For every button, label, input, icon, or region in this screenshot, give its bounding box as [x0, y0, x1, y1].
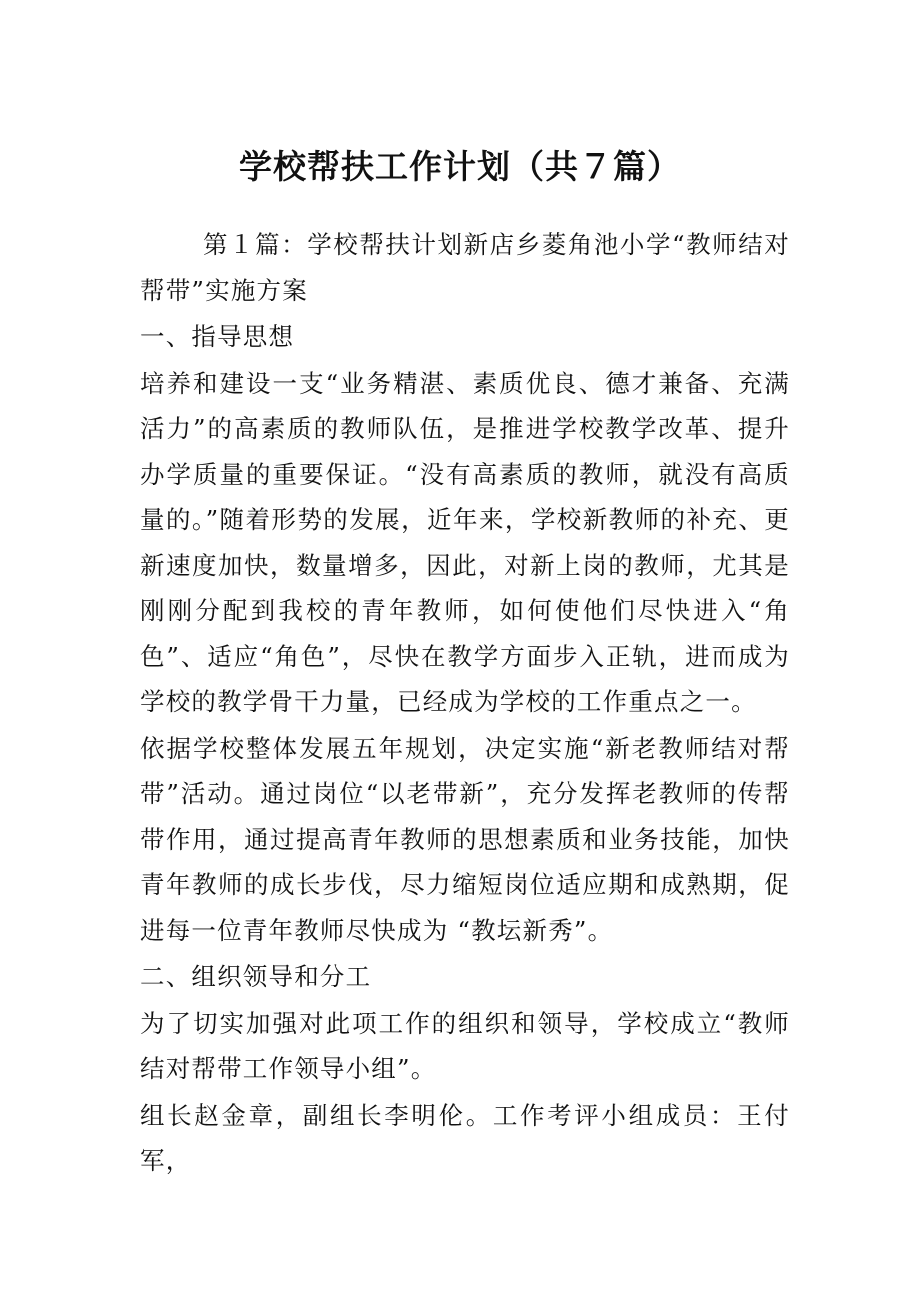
paragraph-organization-1: 为了切实加强对此项工作的组织和领导，学校成立“教师结对帮带工作领导小组”。 [140, 1008, 790, 1083]
document-title: 学校帮扶工作计划（共７篇） [239, 147, 681, 186]
heading-organization: 二、组织领导和分工 [140, 962, 372, 991]
section-intro-paragraph: 第１篇：学校帮扶计划新店乡菱角池小学“教师结对帮带”实施方案 [140, 230, 790, 305]
paragraph-ideology-1: 培养和建设一支“业务精湛、素质优良、德才兼备、充满活力”的高素质的教师队伍，是推进学校教学改革、提升办学质量的重要保证。“没有高素质的教师，就没有高质量的。”随着形势的发展，近年来，学校新教师的补充、更新速度加快，数量增多，因此，对新上岗的教师，尤其是刚刚分配到我校的青年教师，如何使他们尽快进入“角色”、适应“角色”，尽快在教学方面步入正轨，进而成为学校的教学骨干力量，已经成为学校的工作重点之一。 [140, 368, 790, 716]
document-body [140, 222, 790, 1184]
paragraph-organization-2: 组长赵金章，副组长李明伦。工作考评小组成员：王付军， [140, 1100, 790, 1175]
heading-guiding-ideology: 一、指导思想 [140, 322, 295, 351]
paragraph-ideology-2: 依据学校整体发展五年规划，决定实施“新老教师结对帮带”活动。通过岗位“以老带新”，充分发挥老教师的传帮带作用，通过提高青年教师的思想素质和业务技能，加快青年教师的成长步伐，尽力缩短岗位适应期和成熟期，促进每一位青年教师尽快成为 “教坛新秀”。 [140, 733, 790, 945]
